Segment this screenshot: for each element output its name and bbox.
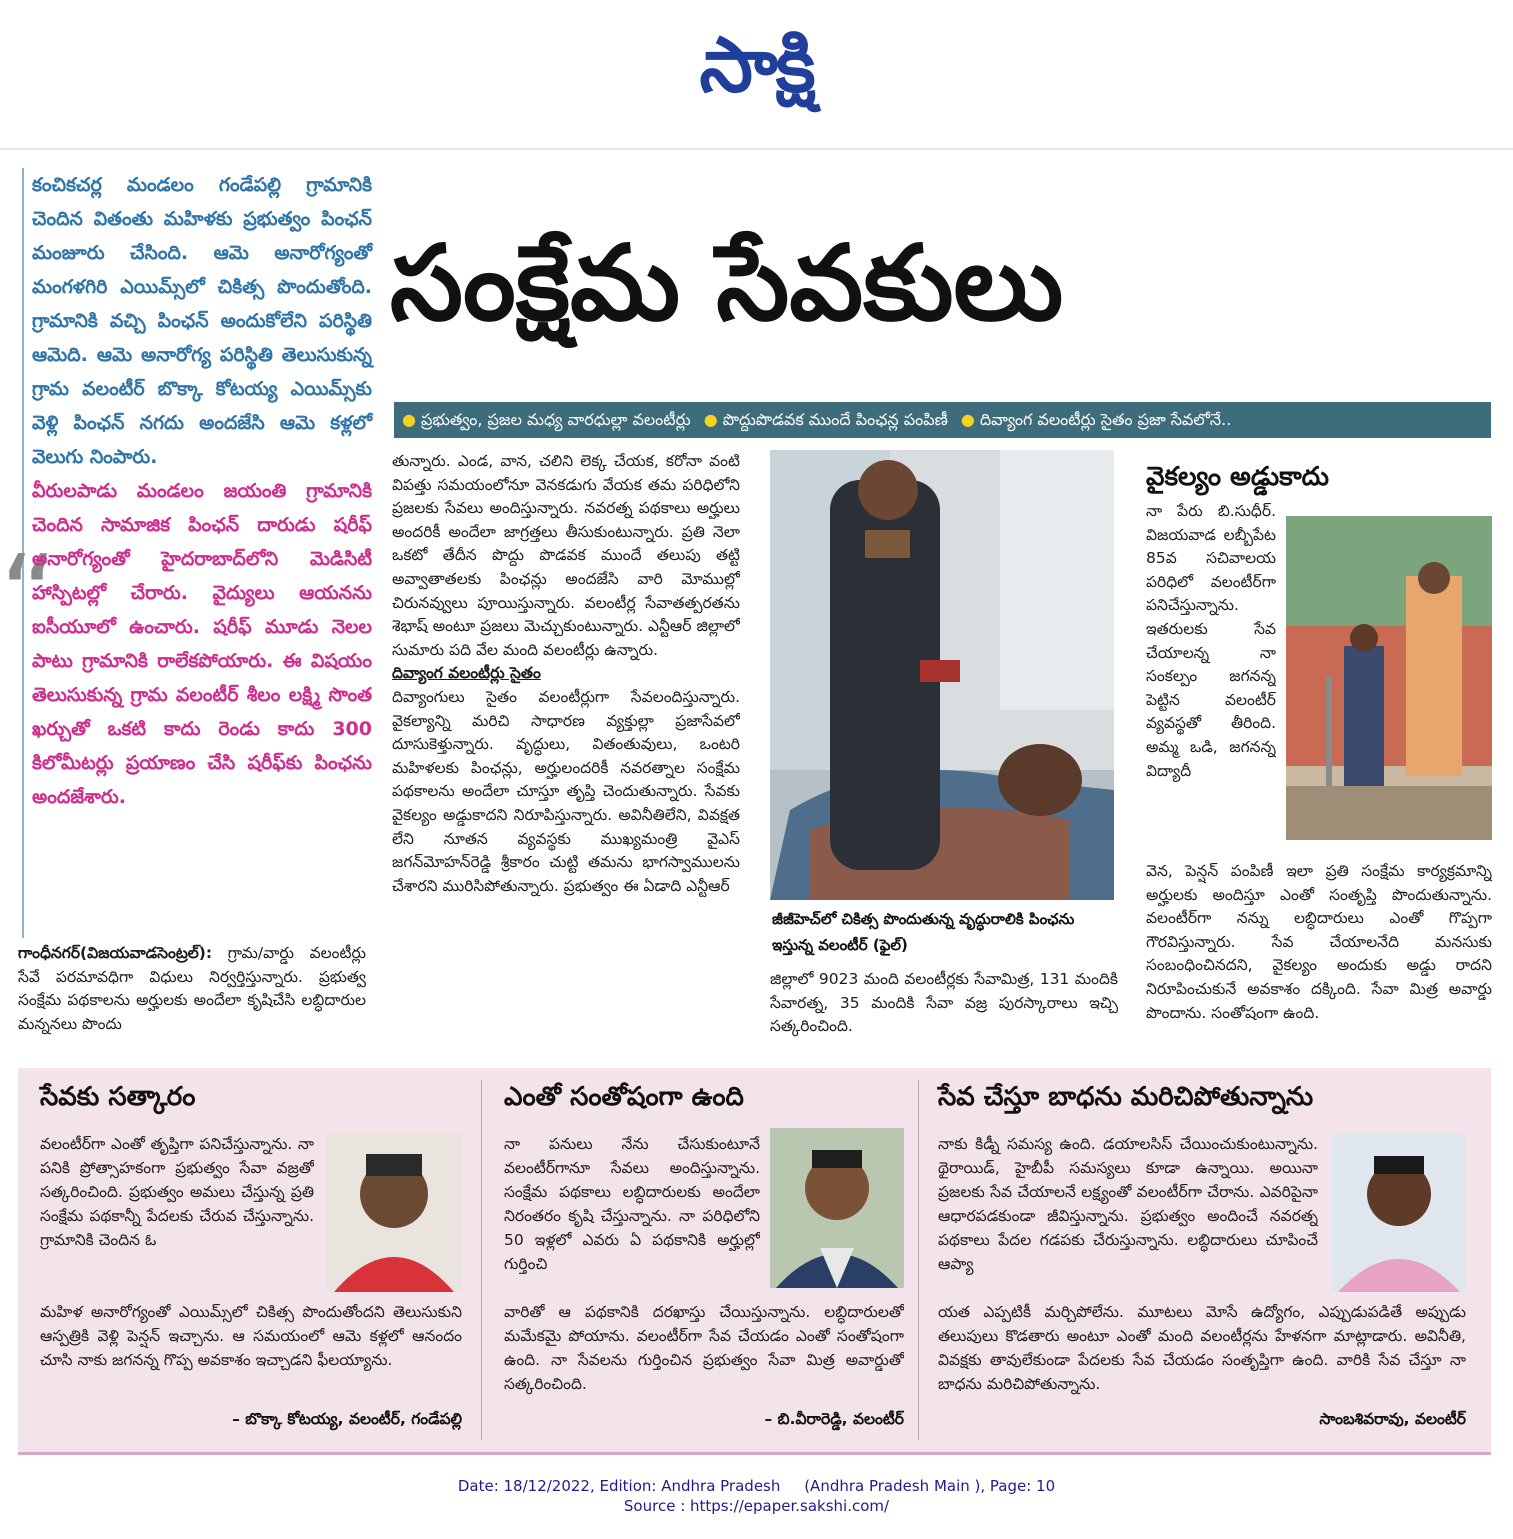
headline-text: సంక్షేమ సేవకులు: [390, 222, 1064, 344]
portrait-illustration: [770, 1128, 904, 1288]
volunteer-photo-illustration: [1286, 516, 1492, 840]
testimonial-2-signature: – బి.వీరారెడ్డి, వలంటీర్: [764, 1410, 904, 1428]
masthead-divider: [0, 148, 1513, 150]
sidebar-story: [32, 168, 372, 938]
quote-mark-icon: “: [0, 531, 57, 659]
testimonial-3-portrait: [1332, 1134, 1466, 1292]
bullet-icon: ●: [402, 410, 416, 429]
middle-paragraph-2: దివ్యాంగులు సైతం వలంటీర్లుగా సేవలందిస్తున్నారు. వైకల్యాన్ని మరిచి సాధారణ వ్యక్తుల్లా ప్రజాసేవలో దూసుకెళ్తున్నారు. వృద్ధులు, వితంతువులు, ఒంటరి మహిళలకు పింఛన్లు, అర్హులందరికీ నవరత్నాల సంక్షేమ పథకాలను అందేలా చూస్తూ తృప్తి చెందుతున్నారు. సేవకు వైకల్యం అడ్డుకాదని నిరూపిస్తున్నారు. అవినీతిలేని, వివక్షత లేని నూతన వ్యవస్థకు ముఖ్యమంత్రి వైఎస్ జగన్‌మోహన్‌రెడ్డి శ్రీకారం చుట్టి తమను భాగస్వాములను చేశారని మురిసిపోతున్నారు. ప్రభుత్వం ఈ ఏడాది ఎన్టీఆర్: [392, 687, 740, 895]
testimonial-1-portrait: [326, 1132, 462, 1292]
hospital-photo-illustration: [770, 450, 1114, 900]
testimonial-1-text-bottom: మహిళ అనారోగ్యంతో ఎయిమ్స్‌లో చికిత్స పొందుతోందని తెలుసుకుని ఆస్పత్రికి వెళ్లి పెన్షన్ ఇచ్చాను. ఆ సమయంలో ఆమె కళ్లలో ఆనందం చూసి నాకు జగనన్న గొప్ప అవకాశం ఇచ్చాడని ఫీలయ్యాను.: [40, 1303, 462, 1369]
lead-body: గ్రామ/వార్డు వలంటీర్లు సేవే పరమావధిగా విధులు నిర్వర్తిస్తున్నారు. ప్రభుత్వ సంక్షేమ పథకాలను అర్హులకు అందేలా కృషిచేసి లబ్ధిదారుల మన్ననలు పొందు: [18, 944, 366, 1033]
right-column-text-narrow: నా పేరు బి.సుధీర్. విజయవాడ లబ్బీపేట 85వ సచివాలయ పరిధిలో వలంటీర్‌గా పనిచేస్తున్నాను. ఇతరులకు సేవ చేయాలన్న నా సంకల్పం జగనన్న పెట్టిన వలంటీర్ వ్యవస్థతో తీరింది. అమ్మ ఒడి, జగనన్న విద్యాదీ: [1146, 502, 1276, 780]
column-divider: [481, 1080, 482, 1440]
logo-text: సాక్షి: [699, 20, 814, 109]
middle-column: [392, 450, 740, 1052]
masthead-logo: [0, 20, 1513, 110]
right-column-title: వైకల్యం అడ్డుకాదు: [1146, 462, 1329, 492]
photo-caption: జీజీహెచ్‌లో చికిత్స పొందుతున్న వృద్ధురాలికి పింఛను ఇస్తున్న వలంటీర్ (ఫైల్): [772, 910, 1075, 954]
subhead-strip: [394, 402, 1491, 438]
lead-text: [18, 942, 366, 1054]
dateline: గాంధీనగర్(విజయవాడసెంట్రల్):: [18, 944, 213, 962]
bullet-icon: ●: [960, 410, 975, 429]
strip-item: దివ్యాంగ వలంటీర్లు సైతం ప్రజా సేవలోనే..: [979, 410, 1232, 429]
portrait-illustration: [1332, 1134, 1466, 1292]
photo-continuation-text: జిల్లాలో 9023 మంది వలంటీర్లకు సేవామిత్ర, 131 మందికి సేవారత్న, 35 మందికి సేవా వజ్ర పురస్కారాలు ఇచ్చి సత్కరించింది.: [770, 970, 1118, 1036]
right-column-text-wide: వెన, పెన్షన్ పంపిణీ ఇలా ప్రతి సంక్షేమ కార్యక్రమాన్ని అర్హులకు అందిస్తూ ఎంతో సంతృప్తి పొందుతున్నాను. వలంటీర్‌గా నన్ను లబ్ధిదారులు ఎంతో గొప్పగా గౌరవిస్తున్నారు. సేవ చేయాలనేది మనసుకు సంబంధించినదని, వైకల్యం అందుకు అడ్డు రాదని నిరూపించుకునే అవకాశం దక్కింది. సేవా మిత్ర అవార్డు పొందాను. సంతోషంగా ఉంది.: [1146, 862, 1492, 1022]
middle-subhead: దివ్యాంగ వలంటీర్లు సైతం: [392, 664, 541, 683]
testimonial-3-text-bottom: యత ఎప్పటికీ మర్చిపోలేను. మూటలు మోసే ఉద్యోగం, ఎప్పుడుపడితే అప్పుడు తలుపులు కొడతారు అంటూ ఎంతో మంది వలంటీర్లను హేళనగా మాట్లాడారు. అవినీతి, వివక్షకు తావులేకుండా పేదలకు సేవ చేయడం సంతృప్తిగా ఉంది. వారికి సేవ చేస్తూ నా బాధను మరిచిపోతున్నాను.: [938, 1303, 1466, 1393]
footer-edition-line: Date: 18/12/2022, Edition: Andhra Pradesh (Andhra Pradesh Main ), Page: 10: [457, 1477, 1056, 1495]
testimonial-3-title: సేవ చేస్తూ బాధను మరిచిపోతున్నాను: [938, 1082, 1314, 1112]
testimonial-2-text-top: నా పనులు నేను చేసుకుంటూనే వలంటీర్‌గానూ సేవలు అందిస్తున్నాను. సంక్షేమ పథకాలు లబ్ధిదారులకు అందేలా నిరంతరం కృషి చేస్తున్నాను. నా పరిధిలోని 50 ఇళ్లలో ఎవరు ఏ పథకానికి అర్హుల్లో గుర్తించి: [504, 1135, 760, 1273]
sidebar-paragraph-2: వీరులపాడు మండలం జయంతి గ్రామానికి చెందిన సామాజిక పింఛన్ దారుడు షరీఫ్ అనారోగ్యంతో హైదరాబాద్‌లోని మెడిసిటీ హాస్పిటల్లో చేరారు. వైద్యులు ఆయనను ఐసీయూలో ఉంచారు. షరీఫ్ మూడు నెలల పాటు గ్రామానికి రాలేకపోయారు. ఈ విషయం తెలుసుకున్న గ్రామ వలంటీర్ శీలం లక్ష్మి సొంత ఖర్చుతో ఒకటి కాదు రెండు కాదు 300 కిలోమీటర్లు ప్రయాణం చేసి షరీఫ్‌కు పింఛను అందజేశారు.: [32, 480, 372, 808]
portrait-illustration: [326, 1132, 462, 1292]
testimonial-2-text-bottom: వారితో ఆ పథకానికి దరఖాస్తు చేయిస్తున్నాను. లబ్ధిదారులతో మమేకమై పోయాను. వలంటీర్‌గా సేవ చేయడం ఎంతో సంతోషంగా ఉంది. నా సేవలను గుర్తించిన ప్రభుత్వం సేవా మిత్ర అవార్డుతో సత్కరించింది.: [504, 1303, 904, 1393]
testimonial-1-title: సేవకు సత్కారం: [40, 1082, 196, 1112]
main-photo: [770, 450, 1114, 900]
volunteer-photo: [1286, 516, 1492, 840]
bullet-icon: ●: [703, 410, 718, 429]
bottom-divider: [18, 1452, 1491, 1455]
strip-item: పొద్దుపొడవక ముందే పింఛన్ల పంపిణీ: [722, 410, 948, 429]
testimonial-2-title: ఎంతో సంతోషంగా ఉంది: [504, 1082, 744, 1112]
footer-source-line: Source : https://epaper.sakshi.com/: [623, 1497, 890, 1515]
headline: [390, 168, 1500, 398]
testimonial-2-portrait: [770, 1128, 904, 1288]
strip-item: ప్రభుత్వం, ప్రజల మధ్య వారధుల్లా వలంటీర్లు: [420, 410, 691, 429]
sidebar-paragraph-1: కంచికచర్ల మండలం గండేపల్లి గ్రామానికి చెందిన వితంతు మహిళకు ప్రభుత్వం పింఛన్ మంజూరు చేసింది. ఆమె అనారోగ్యంతో మంగళగిరి ఎయిమ్స్‌లో చికిత్స పొందుతోంది. గ్రామానికి వచ్చి పింఛన్ అందుకోలేని పరిస్థితి ఆమెది. ఆమె అనారోగ్య పరిస్థితి తెలుసుకున్న గ్రామ వలంటీర్ బొక్కా కోటయ్య ఎయిమ్స్‌కు వెళ్లి పింఛన్ నగదు అందజేసి ఆమె కళ్లలో వెలుగు నింపారు.: [32, 174, 372, 468]
testimonial-3-text-top: నాకు కిడ్నీ సమస్య ఉంది. డయాలసిస్ చేయించుకుంటున్నాను. థైరాయిడ్, హైబీపీ సమస్యలు కూడా ఉన్నాయి. అయినా ప్రజలకు సేవ చేయాలనే లక్ష్యంతో వలంటీర్‌గా చేరాను. ఎవరిపైనా ఆధారపడకుండా జీవిస్తున్నాను. ప్రభుత్వం అందించే నవరత్న పథకాలు పేదల గడపకు చేరుస్తున్నాను. లబ్ధిదారులు చూపించే ఆప్యా: [938, 1135, 1318, 1273]
testimonial-1-signature: – బొక్కా కోటయ్య, వలంటీర్, గండేపల్లి: [232, 1410, 462, 1428]
middle-paragraph-1: తున్నారు. ఎండ, వాన, చలిని లెక్క చేయక, కరోనా వంటి విపత్తు సమయంలోనూ వెనకడుగు వేయక తమ పరిధిలోని ప్రజలకు సేవలు అందిస్తున్నారు. నవరత్న పథకాలు అర్హులు అందరికీ అందేలా జాగ్రత్తలు తీసుకుంటున్నారు. ప్రతి నెలా ఒకటో తేదీన పొద్దు పొడవక ముందే తలుపు తట్టి అవ్వాతాతలకు పింఛన్లు అందజేసి వారి మోముల్లో చిరునవ్వులు పూయిస్తున్నారు. వలంటీర్ల సేవాతత్పరతను శెభాష్ అంటూ ప్రజలు మెచ్చుకుంటున్నారు. ఎన్టీఆర్ జిల్లాలో సుమారు పది వేల మంది వలంటీర్లు ఉన్నారు.: [392, 452, 740, 659]
testimonial-1-text-top: వలంటీర్‌గా ఎంతో తృప్తిగా పనిచేస్తున్నాను. నా పనికి ప్రోత్సాహకంగా ప్రభుత్వం సేవా వజ్రతో సత్కరించింది. ప్రభుత్వం అమలు చేస్తున్న ప్రతి సంక్షేమ పథకాన్నీ పేదలకు చేరువ చేస్తున్నాను. గ్రామానికి చెందిన ఓ: [40, 1135, 314, 1249]
footer: [0, 1476, 1513, 1516]
testimonial-3-signature: సాంబశివరావు, వలంటీర్: [1319, 1410, 1466, 1428]
column-divider: [918, 1080, 919, 1440]
